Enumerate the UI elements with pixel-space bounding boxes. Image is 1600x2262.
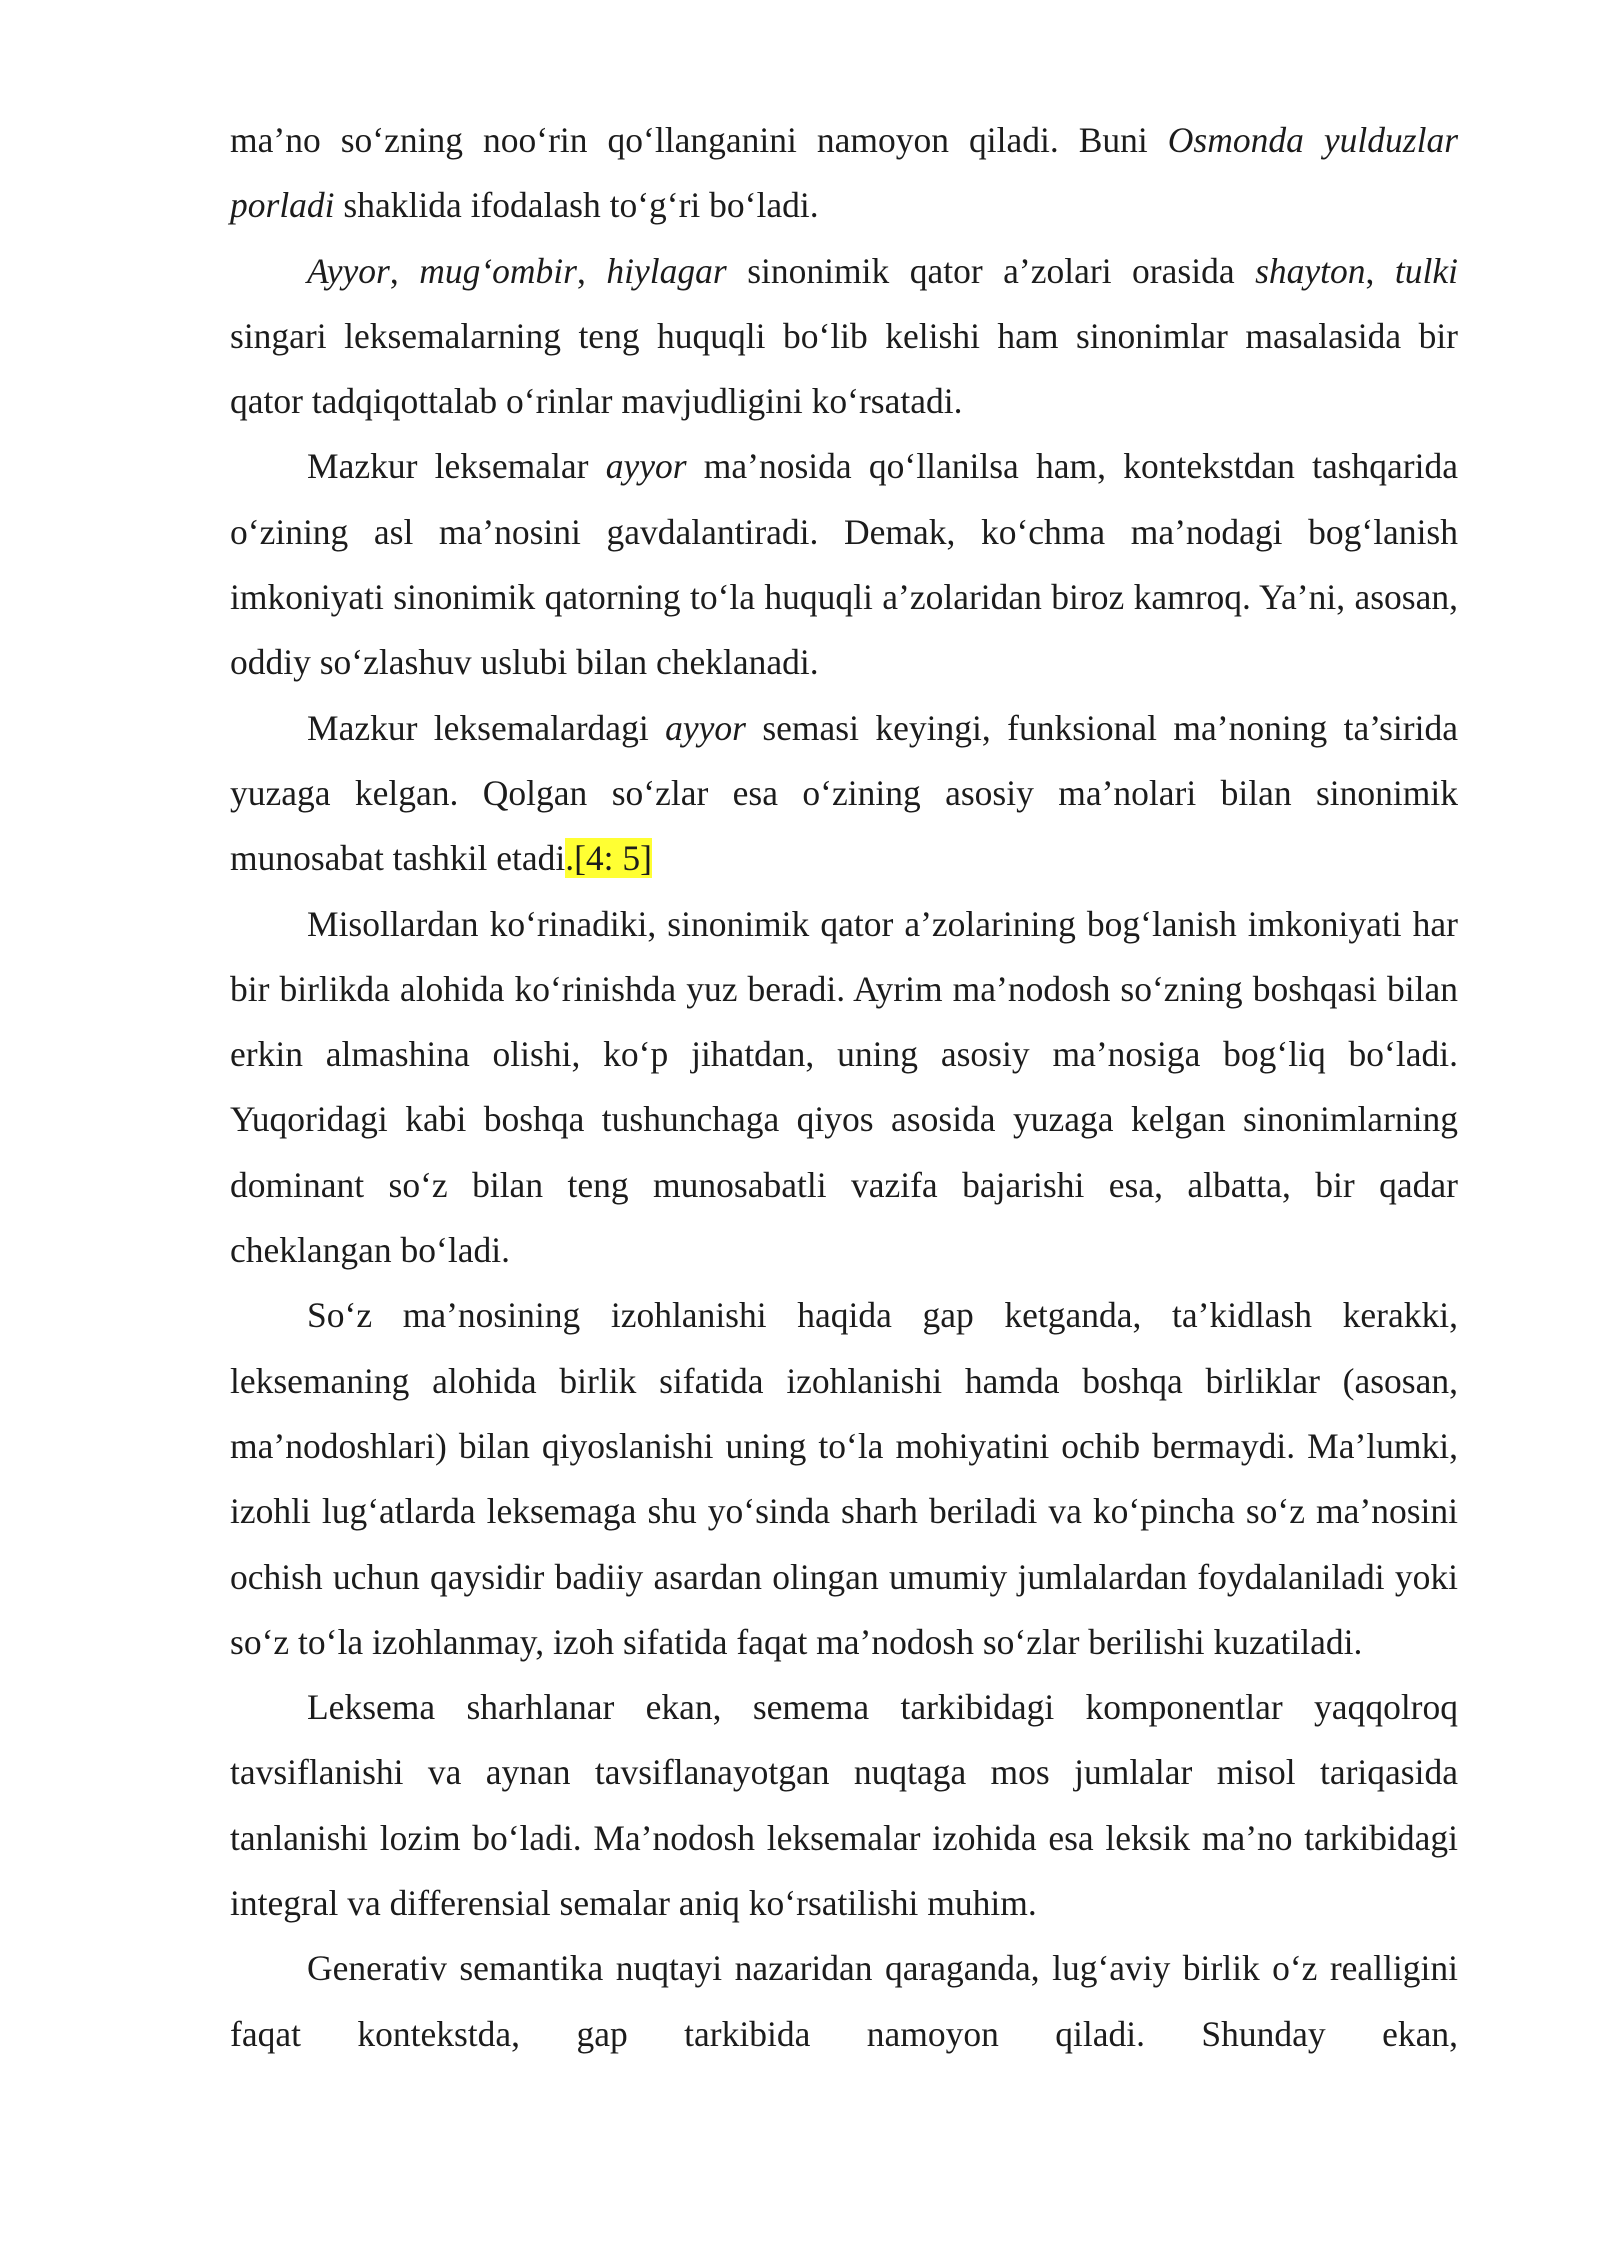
italic-term: tulki	[1394, 250, 1459, 291]
paragraph-5	[230, 892, 1458, 1284]
text-segment: ma’no so‘zning noo‘rin qo‘llanganini namoyon qiladi. Buni	[230, 120, 1168, 160]
text-segment: Generativ semantika nuqtayi nazaridan qaraganda, lug‘aviy birlik o‘z realligini faqat kontekstda, gap tarkibida namoyon qiladi. Shunday ekan,	[230, 1948, 1458, 2054]
document-page	[230, 108, 1458, 2067]
text-segment: shaklida ifodalash to‘g‘ri bo‘ladi.	[334, 185, 819, 226]
text-segment: singari leksemalarning teng huquqli bo‘lib kelishi ham sinonimlar masalasida bir qator tadqiqottalab o‘rinlar mavjudligini ko‘rsatadi.	[230, 315, 1458, 422]
paragraph-8	[230, 1936, 1458, 2067]
text-segment: semasi keyingi, funksional ma’noning ta’sirida yuzaga kelgan. Qolgan so‘zlar esa o‘zining asosiy ma’nolari bilan sinonimik munosabat tashkil etadi	[230, 707, 1458, 879]
paragraph-1	[230, 108, 1458, 239]
italic-term: hiylagar	[606, 250, 727, 291]
text-segment: Mazkur leksemalar	[307, 446, 606, 487]
text-segment: ,	[389, 250, 420, 291]
italic-term: ayyor	[605, 446, 687, 487]
text-segment: ma’nosida qo‘llanilsa ham, kontekstdan tashqarida o‘zining asl ma’nosini gavdalantiradi. Demak, ko‘chma ma’nodagi bog‘lanish imkoniyati sinonimik qatorning to‘la huquqli a’zolaridan biroz kamroq. Ya’ni, asosan, oddiy so‘zlashuv uslubi bilan cheklanadi.	[230, 446, 1458, 683]
italic-term: shayton	[1255, 250, 1366, 291]
text-segment: ,	[576, 250, 607, 291]
text-segment: So‘z ma’nosining izohlanishi haqida gap ketganda, ta’kidlash kerakki, leksemaning alohida birlik sifatida izohlanishi hamda boshqa birliklar (asosan, ma’nodoshlari) bilan qiyoslanishi uning to‘la mohiyatini ochib bermaydi. Ma’lumki, izohli lug‘atlarda leksemaga shu yo‘sinda sharh beriladi va ko‘pincha so‘z ma’nosini ochish uchun qaysidir badiiy asardan olingan umumiy jumlalardan foydalaniladi yoki so‘z to‘la izohlanmay, izoh sifatida faqat ma’nodosh so‘zlar berilishi kuzatiladi.	[230, 1295, 1458, 1662]
text-segment: ,	[1365, 250, 1395, 291]
paragraph-7	[230, 1675, 1458, 1936]
italic-term: Ayyor	[307, 250, 390, 291]
italic-example-phrase: Osmonda yulduzlar porladi	[230, 120, 1459, 226]
text-segment: Mazkur leksemalardagi	[307, 707, 666, 748]
paragraph-4	[230, 696, 1458, 892]
text-segment: Misollardan ko‘rinadiki, sinonimik qator a’zolarining bog‘lanish imkoniyati har bir birlikda alohida ko‘rinishda yuz beradi. Ayrim ma’nodosh so‘zning boshqasi bilan erkin almashina olishi, ko‘p jihatdan, uning asosiy ma’nosiga bog‘liq bo‘ladi. Yuqoridagi kabi boshqa tushunchaga qiyos asosida yuzaga kelgan sinonimlarning dominant so‘z bilan teng munosabatli vazifa bajarishi esa, albatta, bir qadar cheklangan bo‘ladi.	[230, 903, 1458, 1271]
text-segment: sinonimik qator a’zolari orasida	[726, 250, 1256, 291]
paragraph-6	[230, 1283, 1458, 1675]
italic-term: ayyor	[665, 707, 746, 748]
paragraph-3	[230, 434, 1458, 695]
italic-term: mug‘ombir	[419, 250, 577, 291]
text-segment: Leksema sharhlanar ekan, semema tarkibidagi komponentlar yaqqolroq tavsiflanishi va aynan tavsiflanayotgan nuqtaga mos jumlalar misol tariqasida tanlanishi lozim bo‘ladi. Ma’nodosh leksemalar izohida esa leksik ma’no tarkibidagi integral va differensial semalar aniq ko‘rsatilishi muhim.	[230, 1687, 1458, 1924]
paragraph-2	[230, 239, 1458, 435]
highlighted-citation: .[4: 5]	[565, 838, 652, 879]
